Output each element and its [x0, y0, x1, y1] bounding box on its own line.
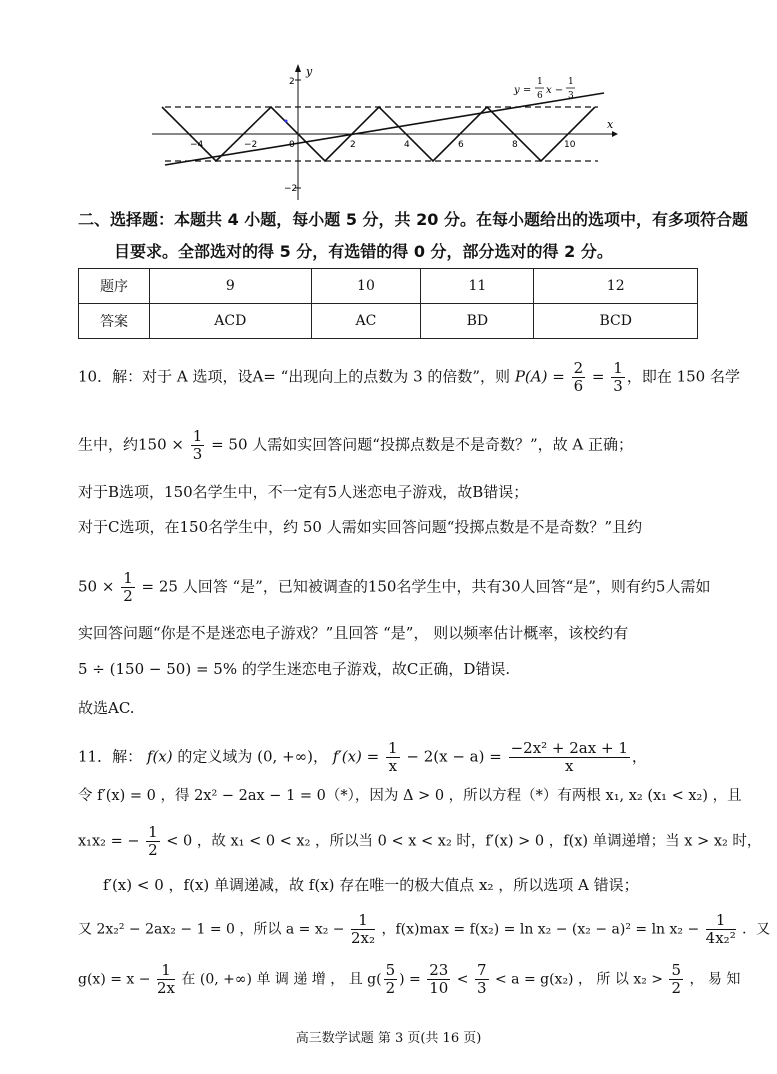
section-heading-line1: 二、选择题：本题共 4 小题，每小题 5 分，共 20 分。在每小题给出的选项中，有多项符合题 — [78, 210, 748, 229]
table-cell: 11 — [421, 269, 534, 304]
q10-line6: 实回答问题“你是不是迷恋电子游戏？”且回答 “是”， 则以频率估计概率，该校约有 — [78, 624, 629, 642]
x-axis-arrow — [612, 131, 618, 137]
x-tick-label: −2 — [244, 140, 258, 150]
line-label-frac2-den: 3 — [568, 91, 574, 101]
page-footer: 高三数学试题 第 3 页(共 16 页) — [295, 1031, 482, 1046]
table-cell: 9 — [150, 269, 312, 304]
q10-line1: 10．解：对于 A 选项，设A= “出现向上的点数为 3 的倍数”，则 P(A) = $\frac{2}{6}$ = $\frac{1}{3}$ ，即在 150 名学 — [78, 359, 740, 395]
question-number: 10． — [78, 367, 113, 386]
q11-line6: g(x) = x − $\frac{1}{2x}$ 在 (0, +∞) 单 调 递 增 ， 且 g( $\frac{5}{2}$ ) = $\frac{23}{10}$ < $\frac{7}{3}$ < a = g(x₂) ， 所 以 x₂ > $\frac{5}{2}$ ， 易 知 — [78, 961, 741, 997]
y-tick-label: 2 — [289, 77, 295, 87]
q11-line4: f′(x) < 0 ，f(x) 单调递减，故 f(x) 存在唯一的极大值点 x₂ ，所以选项 A 错误； — [103, 876, 639, 894]
line-label-mid: x − — [546, 85, 564, 96]
x-tick-label: −4 — [190, 140, 204, 150]
q10-line8: 故选AC. — [78, 699, 135, 717]
section-heading-line2: 目要求。全部选对的得 5 分，有选错的得 0 分，部分选对的得 2 分。 — [114, 242, 613, 261]
table-cell-label: 题序 — [79, 269, 150, 304]
function-graph — [140, 55, 620, 205]
q10-line4: 对于C选项，在150名学生中，约 50 人需如实回答问题“投掷点数是不是奇数？”且约 — [78, 518, 643, 536]
q11-line1: 11．解： f(x) 的定义域为 (0, +∞)， f′(x) = $\frac{1}{x}$ − 2(x − a) = $\frac{\text{−2x² + 2ax + 1}}{x}$ ， — [78, 739, 647, 775]
q10-line3: 对于B选项，150名学生中，不一定有5人迷恋电子游戏，故B错误； — [78, 483, 529, 501]
line-label-frac1-num: 1 — [537, 77, 543, 87]
table-cell: 10 — [311, 269, 421, 304]
table-row — [79, 304, 698, 339]
q10-line5: 50 × $\frac{1}{2}$ = 25 人回答 “是”，已知被调查的150名学生中，共有30人回答“是”，则有约5人需如 — [78, 569, 711, 605]
x-axis-label: x — [607, 118, 614, 131]
x-tick-label: 0 — [289, 140, 295, 150]
marker-point — [285, 120, 288, 123]
y-tick-label: −2 — [284, 184, 298, 194]
answer-table — [78, 268, 698, 339]
line-label-frac2-num: 1 — [568, 77, 574, 87]
table-row — [79, 269, 698, 304]
question-number: 11． — [78, 747, 113, 766]
table-cell: BD — [421, 304, 534, 339]
table-cell-label: 答案 — [79, 304, 150, 339]
q11-line5: 又 2x₂² − 2ax₂ − 1 = 0 ，所以 a = x₂ − $\frac{1}{\text{2x₂}}$ ，f(x)max = f(x₂) = ln x₂ − (x₂ − a)² = ln x₂ − $\frac{1}{\text{4x₂²}}$ ．又 — [78, 911, 771, 947]
q11-line3: x₁x₂ = − $\frac{1}{2}$ < 0 ，故 x₁ < 0 < x₂ ，所以当 0 < x < x₂ 时，f′(x) > 0 ，f(x) 单调递增；当 x > x₂ 时， — [78, 823, 762, 859]
y-axis-arrow — [295, 64, 301, 72]
x-tick-label: 6 — [458, 140, 464, 150]
table-cell: ACD — [150, 304, 312, 339]
q10-line2: 生中，约150 × $\frac{1}{3}$ = 50 人需如实回答问题“投掷点数是不是奇数？”，故 A 正确； — [78, 427, 633, 463]
line-label-prefix: y = — [514, 85, 532, 96]
table-cell: AC — [311, 304, 421, 339]
x-tick-label: 4 — [404, 140, 410, 150]
straight-line — [165, 93, 604, 165]
x-tick-label: 8 — [512, 140, 518, 150]
q10-line7: 5 ÷ (150 − 50) = 5% 的学生迷恋电子游戏，故C正确，D错误. — [78, 660, 511, 678]
line-label-frac1-den: 6 — [537, 91, 543, 101]
y-axis-label: y — [306, 65, 313, 78]
table-cell: BCD — [534, 304, 698, 339]
q11-line2: 令 f′(x) = 0 ，得 2x² − 2ax − 1 = 0（*），因为 Δ > 0 ，所以方程（*）有两根 x₁, x₂ (x₁ < x₂) ，且 — [78, 788, 742, 804]
x-tick-label: 10 — [564, 140, 576, 150]
table-cell: 12 — [534, 269, 698, 304]
x-tick-label: 2 — [350, 140, 356, 150]
